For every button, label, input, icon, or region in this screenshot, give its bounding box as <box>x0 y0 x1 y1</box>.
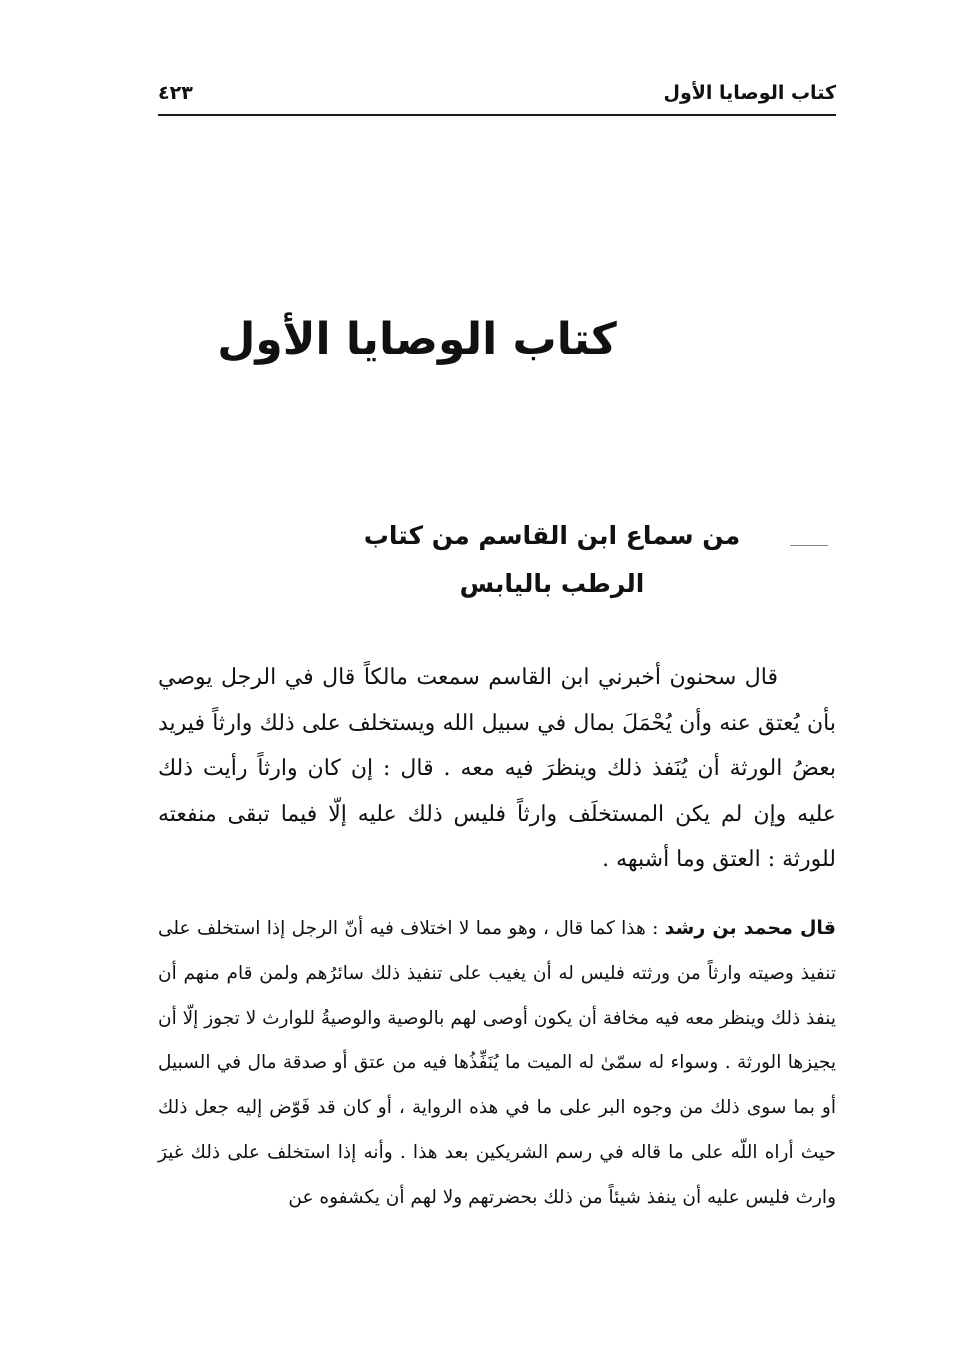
paragraph-commentary <box>158 906 836 1221</box>
section-heading <box>158 512 836 608</box>
book-title-text: كتاب الوصايا الأول <box>217 314 617 365</box>
running-header <box>158 76 836 110</box>
paragraph-narration <box>158 655 836 883</box>
paragraph-text: قال سحنون أخبرني ابن القاسم سمعت مالكاً قال في الرجل يوصي بأن يُعتق عنه وأن يُحْمَلَ بمال في سبيل الله ويستخلف على ذلك وارثاً فيريد بعضُ الورثة أن يُنَفذ ذلك وينظرَ فيه معه . قال : إن كان وارثاً رأيت ذلك عليه وإن لم يكن المستخلَف وارثاً فليس ذلك عليه إلّا فيما تبقى منفعته للورثة : العتق وما أشبهه . <box>158 665 836 872</box>
running-title: كتاب الوصايا الأول <box>663 82 836 104</box>
commentary-text: : هذا كما قال ، وهو مما لا اختلاف فيه أنّ الرجل إذا استخلف على تنفيذ وصيته وارثاً من ورثته فليس له أن يغيب على تنفيذ ذلك سائرُهم ولمن قام منهم أن ينفذ ذلك وينظر معه فيه مخافة أن يكون أوصى لهم بالوصية والوصيةُ للوارث لا تجوز إلّا أن يجيزها الورثة . وسواء له سمّىٰ له الميت ما يُنَفِّذُها فيه من عتق أو صدقة مال في السبيل أو بما سوى ذلك من وجوه البر على ما في هذه الرواية ، أو كان قد فَوّض إليه جعل ذلك حيث أراه اللّه على ما قاله في رسم الشريكين بعد هذا . وأنه إذا استخلف على ذلك غيرَ وارث فليس عليه أن ينفذ شيئاً من ذلك بحضرتهم ولا لهم أن يكشفوه عن <box>158 918 836 1208</box>
book-title <box>158 300 836 380</box>
section-heading-line-1: من سماع ابن القاسم من كتاب <box>363 521 741 550</box>
section-heading-line-2: الرطب باليابس <box>459 569 645 598</box>
page-number: ٤٢٣ <box>158 82 193 104</box>
header-rule <box>158 114 836 116</box>
heading-dash <box>790 545 828 546</box>
commentary-speaker: قال محمد بن رشد <box>664 917 837 939</box>
